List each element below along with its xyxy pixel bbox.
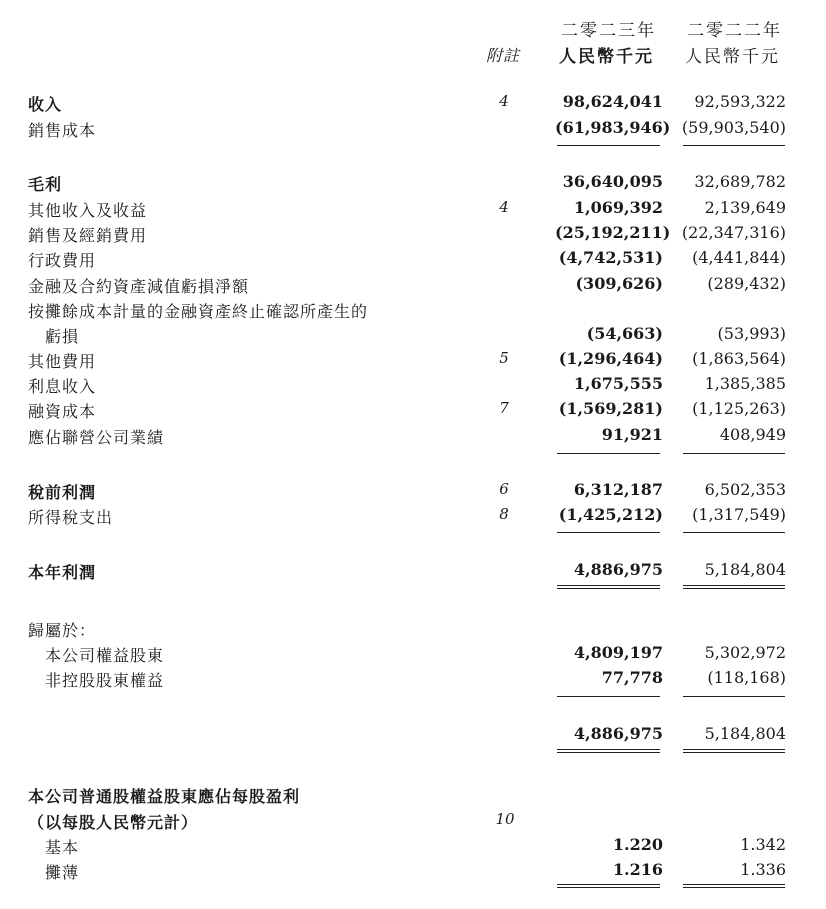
row-value-2023: 4,886,975	[573, 724, 663, 743]
row-value-2023: 77,778	[601, 668, 663, 687]
total-double-rule	[557, 749, 660, 750]
row-note: 5	[499, 349, 509, 367]
subtotal-rule	[557, 532, 660, 533]
total-double-rule	[557, 752, 660, 753]
row-label: 本公司權益股東	[45, 646, 165, 665]
col-2023-unit: 人民幣千元	[559, 47, 654, 67]
row-value-2022: (4,441,844)	[692, 248, 786, 267]
row-label: 銷售成本	[28, 121, 97, 140]
row-value-2023: 4,809,197	[573, 643, 663, 662]
col-2023-year: 二零二三年	[561, 21, 656, 41]
row-label: 融資成本	[28, 402, 97, 421]
row-label: 毛利	[28, 175, 63, 194]
row-value-2022: 2,139,649	[704, 198, 786, 217]
row-value-2022: 5,302,972	[704, 643, 786, 662]
total-double-rule	[557, 585, 660, 586]
row-label: 稅前利潤	[28, 483, 97, 502]
row-label: 其他收入及收益	[28, 201, 148, 220]
row-value-2022: 6,502,353	[704, 480, 786, 499]
row-value-2023: 98,624,041	[562, 92, 663, 111]
subtotal-rule	[557, 453, 660, 454]
total-double-rule	[683, 887, 785, 888]
subtotal-rule	[557, 696, 660, 697]
row-value-2023: (25,192,211)	[555, 223, 671, 242]
row-value-2022: (59,903,540)	[681, 118, 786, 137]
row-value-2022: 408,949	[719, 425, 786, 444]
row-value-2023: 1,675,555	[573, 374, 663, 393]
row-label: 本年利潤	[28, 563, 97, 582]
row-label: 金融及合約資產減值虧損淨額	[28, 277, 250, 296]
row-label: 攤薄	[45, 863, 80, 882]
row-label: 所得稅支出	[28, 508, 114, 527]
row-value-2022: 1.336	[740, 860, 786, 879]
col-2022-year: 二零二二年	[687, 21, 782, 41]
row-label: 歸屬於：	[28, 621, 97, 640]
row-note: 4	[499, 198, 509, 216]
subtotal-rule	[683, 696, 785, 697]
row-label: 行政費用	[28, 251, 97, 270]
row-value-2022: 92,593,322	[694, 92, 786, 111]
row-value-2023: 1.220	[612, 835, 663, 854]
row-value-2023: 6,312,187	[573, 480, 663, 499]
total-double-rule	[683, 585, 785, 586]
subtotal-rule	[683, 532, 785, 533]
row-label: （以每股人民幣元計）	[28, 813, 199, 832]
row-note: 6	[499, 480, 509, 498]
row-value-2023: (1,569,281)	[558, 399, 663, 418]
row-label: 利息收入	[28, 377, 97, 396]
row-value-2023: (54,663)	[586, 324, 663, 343]
row-label: 本公司普通股權益股東應佔每股盈利	[28, 787, 301, 806]
row-value-2023: (4,742,531)	[558, 248, 663, 267]
row-value-2022: 5,184,804	[704, 560, 786, 579]
total-double-rule	[683, 884, 785, 885]
row-value-2023: 1,069,392	[573, 198, 663, 217]
row-note: 4	[499, 92, 509, 110]
row-note: 7	[499, 399, 509, 417]
row-label: 非控股股東權益	[45, 671, 165, 690]
row-value-2023: (61,983,946)	[555, 118, 671, 137]
row-value-2023: 36,640,095	[562, 172, 663, 191]
row-value-2023: (1,425,212)	[558, 505, 663, 524]
row-value-2022: (118,168)	[707, 668, 786, 687]
row-value-2023: 4,886,975	[573, 560, 663, 579]
total-double-rule	[683, 749, 785, 750]
row-value-2022: (22,347,316)	[681, 223, 786, 242]
row-value-2022: 5,184,804	[704, 724, 786, 743]
row-label: 其他費用	[28, 352, 97, 371]
row-label: 虧損	[45, 327, 80, 346]
row-value-2023: (309,626)	[575, 274, 663, 293]
row-value-2022: 1.342	[740, 835, 786, 854]
row-value-2023: 1.216	[612, 860, 663, 879]
subtotal-rule	[683, 145, 785, 146]
row-value-2022: 1,385,385	[704, 374, 786, 393]
row-value-2023: (1,296,464)	[558, 349, 663, 368]
row-value-2022: (1,863,564)	[692, 349, 786, 368]
row-label: 應佔聯營公司業績	[28, 428, 165, 447]
total-double-rule	[557, 884, 660, 885]
row-note: 10	[495, 810, 515, 828]
row-value-2022: (53,993)	[717, 324, 786, 343]
row-note: 8	[499, 505, 509, 523]
total-double-rule	[557, 887, 660, 888]
subtotal-rule	[557, 145, 660, 146]
row-label: 基本	[45, 838, 80, 857]
total-double-rule	[683, 588, 785, 589]
total-double-rule	[683, 752, 785, 753]
row-value-2022: (1,125,263)	[692, 399, 786, 418]
row-label: 收入	[28, 95, 63, 114]
row-value-2022: (1,317,549)	[692, 505, 786, 524]
row-value-2022: (289,432)	[707, 274, 786, 293]
subtotal-rule	[683, 453, 785, 454]
row-value-2022: 32,689,782	[694, 172, 786, 191]
row-value-2023: 91,921	[601, 425, 663, 444]
row-label: 按攤餘成本計量的金融資產終止確認所產生的	[28, 302, 369, 321]
row-label: 銷售及經銷費用	[28, 226, 148, 245]
col-2022-unit: 人民幣千元	[685, 47, 780, 67]
note-column-header: 附註	[486, 46, 521, 65]
total-double-rule	[557, 588, 660, 589]
